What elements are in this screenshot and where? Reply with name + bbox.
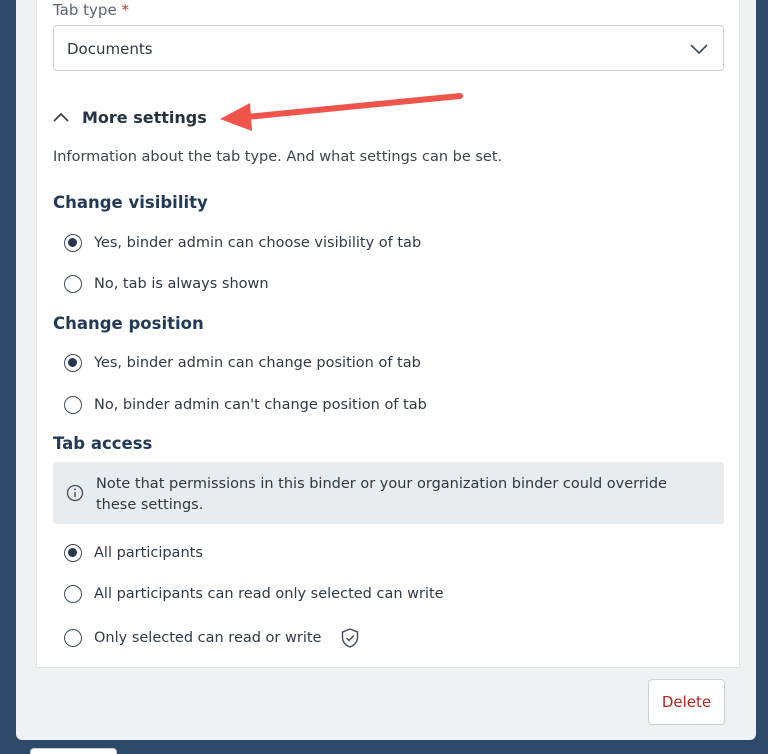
change-visibility-heading: Change visibility bbox=[53, 193, 208, 212]
tab-type-label: Tab type * bbox=[53, 1, 129, 19]
radio-label: Yes, binder admin can change position of tab bbox=[94, 355, 421, 371]
tab-access-heading: Tab access bbox=[53, 434, 153, 453]
radio-label: No, tab is always shown bbox=[94, 276, 269, 292]
permissions-notice-text: Note that permissions in this binder or your organization binder could override these settings. bbox=[96, 476, 667, 513]
delete-button[interactable]: Delete bbox=[648, 679, 725, 725]
radio-label: No, binder admin can't change position of tab bbox=[94, 397, 427, 413]
tab-type-select-value: Documents bbox=[67, 40, 153, 58]
radio-label: All participants can read only selected can write bbox=[94, 586, 444, 602]
tab-type-description: Information about the tab type. And what settings can be set. bbox=[53, 149, 503, 165]
more-settings-label: More settings bbox=[82, 107, 207, 127]
radio-label: Only selected can read or write bbox=[94, 630, 322, 646]
required-mark: * bbox=[121, 1, 129, 19]
change-position-heading: Change position bbox=[53, 314, 204, 333]
radio-label: Yes, binder admin can choose visibility of tab bbox=[94, 235, 422, 251]
radio-label: All participants bbox=[94, 545, 203, 561]
